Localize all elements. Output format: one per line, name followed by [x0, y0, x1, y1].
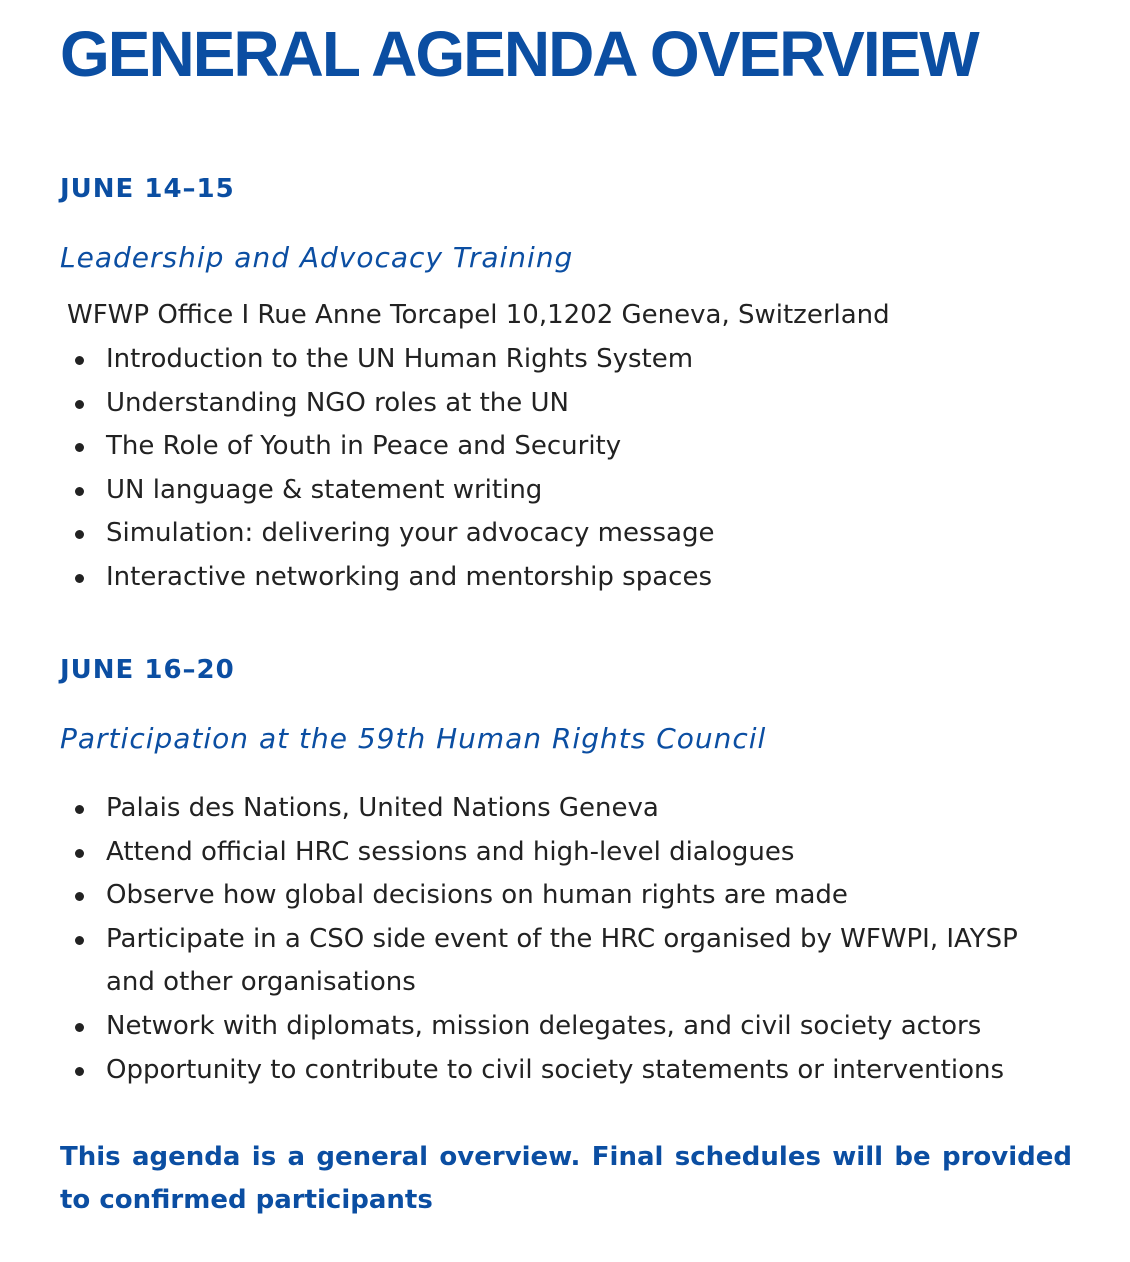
list-item: UN language & statement writing — [60, 469, 1072, 513]
list-item: Attend official HRC sessions and high-level dialogues — [60, 831, 1072, 875]
list-item: The Role of Youth in Peace and Security — [60, 425, 1072, 469]
section-location: WFWP Office I Rue Anne Torcapel 10,1202 Geneva, Switzerland — [67, 300, 890, 330]
bullet-icon — [75, 1067, 84, 1076]
list-item: Interactive networking and mentorship spaces — [60, 556, 1072, 600]
bullet-icon — [75, 356, 84, 365]
list-item: Opportunity to contribute to civil society statements or interventions — [60, 1049, 1072, 1093]
list-item: Simulation: delivering your advocacy message — [60, 512, 1072, 556]
agenda-disclaimer: This agenda is a general overview. Final schedules will be provided to confirmed participants — [60, 1142, 1072, 1215]
page-title: GENERAL AGENDA OVERVIEW — [60, 18, 978, 90]
bullet-icon — [75, 936, 84, 945]
bullet-icon — [75, 443, 84, 452]
training-topics-list — [60, 338, 1072, 600]
list-item: Palais des Nations, United Nations Geneva — [60, 787, 1072, 831]
bullet-icon — [75, 574, 84, 583]
section-subtitle-leadership-training: Leadership and Advocacy Training — [60, 241, 574, 274]
list-item: Observe how global decisions on human rights are made — [60, 874, 1072, 918]
bullet-icon — [75, 530, 84, 539]
section-date-june-14-15: JUNE 14–15 — [60, 174, 235, 204]
bullet-icon — [75, 487, 84, 496]
bullet-icon — [75, 892, 84, 901]
bullet-icon — [75, 1023, 84, 1032]
section-date-june-16-20: JUNE 16–20 — [60, 655, 235, 685]
bullet-icon — [75, 805, 84, 814]
list-item: Introduction to the UN Human Rights System — [60, 338, 1072, 382]
list-item: Participate in a CSO side event of the HRC organised by WFWPI, IAYSP and other organisations — [60, 918, 1072, 1005]
section-subtitle-hrc-participation: Participation at the 59th Human Rights Council — [60, 722, 767, 755]
bullet-icon — [75, 400, 84, 409]
list-item: Understanding NGO roles at the UN — [60, 382, 1072, 426]
bullet-icon — [75, 849, 84, 858]
list-item: Network with diplomats, mission delegates, and civil society actors — [60, 1005, 1072, 1049]
hrc-activities-list — [60, 787, 1072, 1092]
